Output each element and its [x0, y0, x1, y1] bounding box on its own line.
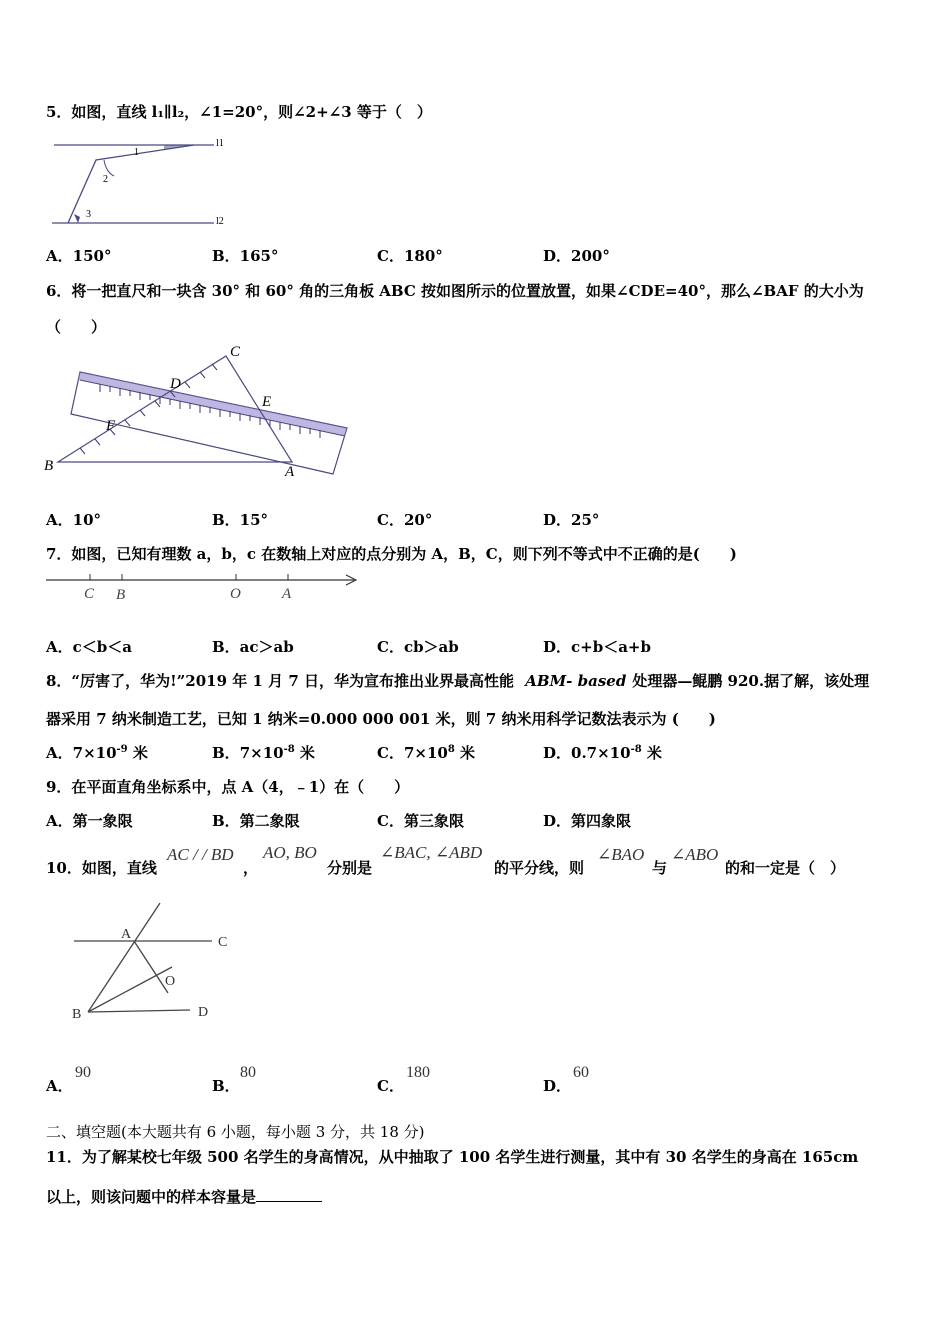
q8-line1 — [46, 670, 869, 691]
q9-stem: 9．在平面直角坐标系中，点 A（4，﹣1）在（ ） — [46, 778, 410, 796]
q6-stem-line1: 6．将一把直尺和一块含 30° 和 60° 角的三角板 ABC 按如图所示的位置放置，如果∠CDE=40°，那么∠BAF 的大小为 — [46, 282, 864, 300]
q10-option-d-value: 60 — [573, 1064, 589, 1081]
q7-number-line — [40, 568, 370, 608]
q5-label-2: 2 — [103, 174, 108, 185]
q10-label-c: C — [218, 935, 228, 950]
q6-option-a[interactable]: A．10° — [46, 511, 102, 529]
q8-line1-c: 处理器—鲲鹏 920.据了解，该处理 — [632, 672, 870, 690]
q6-figure — [40, 342, 360, 482]
q7-label-b: B — [116, 587, 126, 603]
q10-math-angles: ∠BAC, ∠ABD — [380, 843, 483, 862]
q7-option-d[interactable]: D．c+b＜a+b — [543, 638, 651, 656]
q5-option-d[interactable]: D．200° — [543, 247, 610, 265]
q10-text-5: 与 — [652, 859, 668, 877]
q10-label-o: O — [165, 974, 176, 989]
q11-answer-blank[interactable] — [256, 1187, 322, 1202]
q9-option-b[interactable]: B．第二象限 — [212, 812, 300, 830]
q5-option-b[interactable]: B．165° — [212, 247, 279, 265]
q10-label-a: A — [121, 927, 132, 942]
q10-math-ac-bd: AC / / BD — [167, 845, 234, 864]
q9-option-a[interactable]: A．第一象限 — [46, 812, 133, 830]
q6-label-c: C — [230, 344, 241, 360]
q7-option-c[interactable]: C．cb＞ab — [377, 638, 459, 656]
q10-math-abo: ∠ABO — [671, 845, 719, 864]
q10-option-c-value: 180 — [406, 1064, 430, 1081]
q10-option-d-label[interactable]: D． — [543, 1077, 572, 1095]
q5-label-1: 1 — [134, 147, 139, 158]
q10-text-2: ， — [243, 859, 259, 877]
q9-option-c[interactable]: C．第三象限 — [377, 812, 464, 830]
q7-label-c: C — [84, 586, 95, 602]
q8-option-c[interactable]: C．$7\times 10^8$ 米 — [377, 744, 476, 762]
q10-math-ao-bo: AO, BO — [263, 843, 317, 862]
q6-label-a: A — [285, 464, 295, 480]
q10-option-c-label[interactable]: C． — [377, 1077, 404, 1095]
q6-label-b: B — [44, 458, 54, 474]
q9-option-d[interactable]: D．第四象限 — [543, 812, 632, 830]
q7-label-a: A — [282, 586, 292, 602]
q6-label-d: D — [170, 376, 181, 392]
q10-option-b-value: 80 — [240, 1064, 256, 1081]
q6-option-b[interactable]: B．15° — [212, 511, 269, 529]
section-2-title: 二、填空题(本大题共有 6 小题，每小题 3 分，共 18 分) — [46, 1123, 425, 1141]
q5-label-l2: l2 — [216, 216, 224, 227]
q5-label-l1: l1 — [216, 138, 224, 149]
q10-option-b-label[interactable]: B． — [212, 1077, 240, 1095]
q7-stem: 7．如图，已知有理数 a，b，c 在数轴上对应的点分别为 A，B，C，则下列不等式中不正确的是( ) — [46, 545, 737, 563]
q8-option-a[interactable]: A．$7\times 10^{-9}$ 米 — [46, 744, 148, 762]
q8-line2: 器采用 7 纳米制造工艺，已知 1 纳米=0.000 000 001 米，则 7 纳米用科学记数法表示为 ( ) — [46, 710, 716, 728]
q11-line2-text: 以上，则该问题中的样本容量是 — [46, 1188, 257, 1206]
q11-line2 — [46, 1186, 322, 1207]
q7-option-a[interactable]: A．c＜b＜a — [46, 638, 132, 656]
q10-text-4: 的平分线，则 — [494, 859, 585, 877]
q10-math-bao: ∠BAO — [597, 845, 645, 864]
q5-figure — [44, 132, 234, 232]
q6-stem-line2: （ ） — [46, 318, 107, 336]
q10-figure — [60, 895, 240, 1030]
q8-option-b[interactable]: B．$7\times 10^{-8}$ 米 — [212, 744, 315, 762]
q8-line1-a: 8．“厉害了，华为!”2019 年 1 月 7 日，华为宣布推出业界最高性能 — [46, 672, 515, 690]
q11-line1: 11．为了解某校七年级 500 名学生的身高情况，从中抽取了 100 名学生进行测量，其中有 30 名学生的身高在 165cm — [46, 1148, 859, 1166]
q10-label-b: B — [72, 1007, 82, 1022]
q5-option-a[interactable]: A．150° — [46, 247, 112, 265]
q10-option-a-label[interactable]: A． — [46, 1077, 73, 1095]
q7-label-o: O — [230, 586, 241, 602]
q6-option-c[interactable]: C．20° — [377, 511, 433, 529]
q10-text-6: 的和一定是（ ） — [725, 859, 846, 877]
q10-option-a-value: 90 — [75, 1064, 91, 1081]
q5-stem: 5．如图，直线 l₁∥l₂，∠1=20°，则∠2+∠3 等于（ ） — [46, 103, 432, 121]
q5-option-c[interactable]: C．180° — [377, 247, 443, 265]
q5-label-3: 3 — [86, 209, 91, 220]
q10-label-d: D — [198, 1005, 209, 1020]
q7-option-b[interactable]: B．ac＞ab — [212, 638, 294, 656]
q6-option-d[interactable]: D．25° — [543, 511, 600, 529]
q6-label-f: F — [106, 418, 116, 434]
q10-text-1: 10．如图，直线 — [46, 859, 157, 877]
q6-label-e: E — [262, 394, 272, 410]
q10-text-3: 分别是 — [327, 859, 373, 877]
q8-line1-b: ABM- based — [525, 672, 627, 690]
q8-option-d[interactable]: D．$0.7\times 10^{-8}$ 米 — [543, 744, 662, 762]
